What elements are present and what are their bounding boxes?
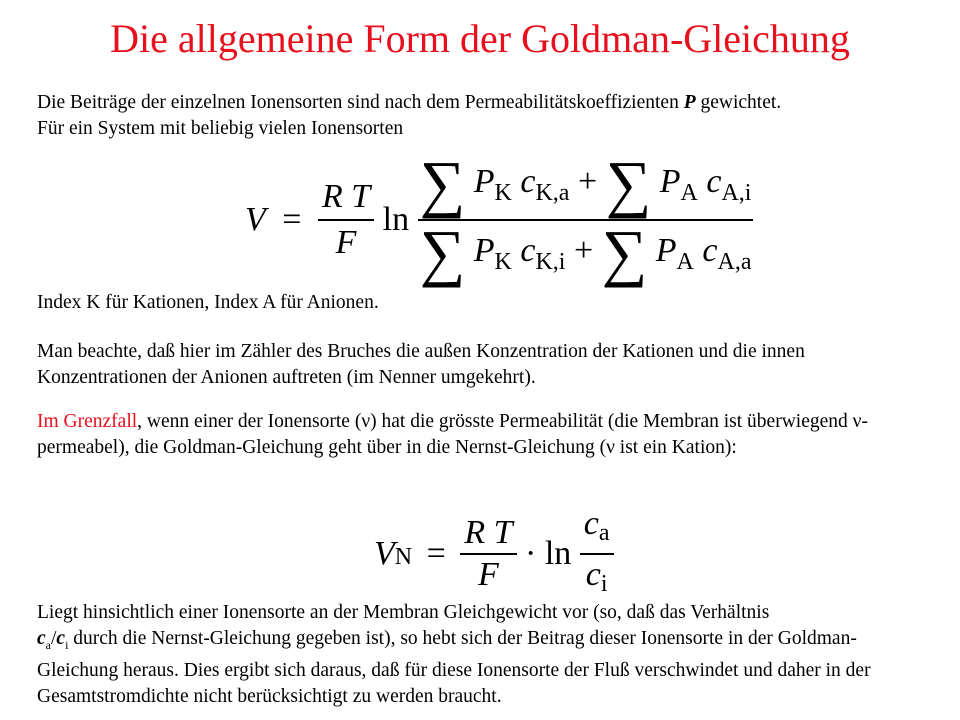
- eq1-numerator: [418, 148, 754, 219]
- final-ca: c: [37, 628, 46, 649]
- final-text-1: Liegt hinsichtlich einer Ionensorte an der Membran Gleichgewicht vor (so, daß das Verhältnis: [37, 602, 770, 623]
- eq2-sub-a: a: [598, 520, 610, 546]
- intro-text-line2: Für ein System mit beliebig vielen Ionensorten: [37, 118, 404, 139]
- page-title: Die allgemeine Form der Goldman-Gleichung: [110, 16, 850, 61]
- eq1-lhs: V: [245, 200, 266, 238]
- final-sub-a: a: [45, 637, 51, 652]
- eq1-c-2: c: [706, 162, 722, 200]
- final-slash: /: [50, 628, 57, 649]
- nernst-equation: [374, 504, 614, 604]
- limit-text: , wenn einer der Ionensorte (ν) hat die grösste Permeabilität (die Membran ist überwiegend ν-permeabel), die Goldman-Gleichung geht über in die Nernst-Gleichung (ν ist ein Kation):: [37, 411, 868, 458]
- eq1-denominator: [418, 216, 754, 288]
- note-paragraph: Man beachte, daß hier im Zähler des Bruches die außen Konzentration der Kationen und die innen Konzentrationen der Anionen auftreten (im Nenner umgekehrt).: [37, 341, 805, 388]
- eq1-sub-k-1: K: [494, 179, 512, 206]
- eq1-sub-k-2: K: [494, 248, 512, 275]
- eq1-equals: =: [282, 200, 302, 238]
- eq2-c-a: c: [583, 505, 599, 542]
- eq1-sigma-4: ∑: [601, 216, 648, 288]
- eq2-rt-over-f: [460, 513, 516, 595]
- eq1-sub-a-2: A: [676, 248, 694, 275]
- eq1-ln: ln: [382, 200, 410, 238]
- eq1-main-fraction: [418, 148, 754, 288]
- eq1-sub-aa: A,a: [717, 248, 752, 275]
- eq2-dot: ·: [525, 535, 537, 572]
- eq2-equals: =: [426, 535, 446, 572]
- eq1-sigma-2: ∑: [605, 148, 652, 219]
- final-paragraph: [37, 600, 937, 710]
- eq1-rt-over-f: [318, 175, 374, 265]
- goldman-equation: [245, 148, 753, 288]
- eq2-v: V: [374, 535, 395, 572]
- eq1-sub-ki: K,i: [535, 248, 566, 275]
- eq2-ln: ln: [544, 535, 572, 572]
- eq1-p-4: P: [655, 231, 677, 269]
- eq1-sub-a-1: A: [680, 179, 698, 206]
- eq2-denominator: [580, 553, 614, 604]
- eq1-sigma-1: ∑: [419, 148, 466, 219]
- eq1-rt: R T: [321, 177, 371, 215]
- index-text: Index K für Kationen, Index A für Anionen.: [37, 292, 379, 313]
- final-text-2: durch die Nernst-Gleichung gegeben ist), so hebt sich der Beitrag dieser Ionensorte in der Goldman-Gleichung heraus. Dies ergibt sich daraus, daß für diese Ionensorte der Fluß verschwindet und daher in der Gesamtstromdichte nicht berücksichtigt zu werden braucht.: [37, 628, 871, 707]
- eq1-plus-2: +: [573, 231, 594, 269]
- eq1-p-3: P: [473, 231, 495, 269]
- intro-text-b: gewichtet.: [695, 92, 782, 113]
- eq1-c-3: c: [520, 231, 536, 269]
- final-ci: c: [56, 628, 66, 649]
- eq2-ca-over-ci: [580, 504, 614, 604]
- eq1-sigma-3: ∑: [419, 216, 466, 288]
- eq2-sub-i: i: [600, 571, 608, 597]
- limit-paragraph: [37, 409, 937, 461]
- eq2-sub-n: N: [394, 543, 413, 570]
- eq1-p-1: P: [473, 162, 495, 200]
- eq1-sub-ai: A,i: [721, 179, 752, 206]
- eq2-rt: R T: [464, 514, 513, 551]
- intro-text-a: Die Beiträge der einzelnen Ionensorten sind nach dem Permeabilitätskoeffizienten: [37, 92, 684, 113]
- intro-paragraph: [37, 90, 937, 142]
- eq1-sub-ka: K,a: [535, 179, 570, 206]
- eq1-c-4: c: [702, 231, 718, 269]
- eq1-p-2: P: [659, 162, 681, 200]
- eq2-f: F: [460, 553, 516, 595]
- eq2-c-i: c: [585, 556, 601, 593]
- limit-highlight: Im Grenzfall: [37, 411, 138, 432]
- eq2-numerator: [580, 504, 614, 553]
- permeability-symbol: P: [683, 92, 696, 113]
- eq1-c-1: c: [520, 162, 536, 200]
- eq1-plus-1: +: [577, 162, 598, 200]
- final-sub-i: i: [65, 637, 69, 652]
- eq1-f: F: [318, 219, 374, 265]
